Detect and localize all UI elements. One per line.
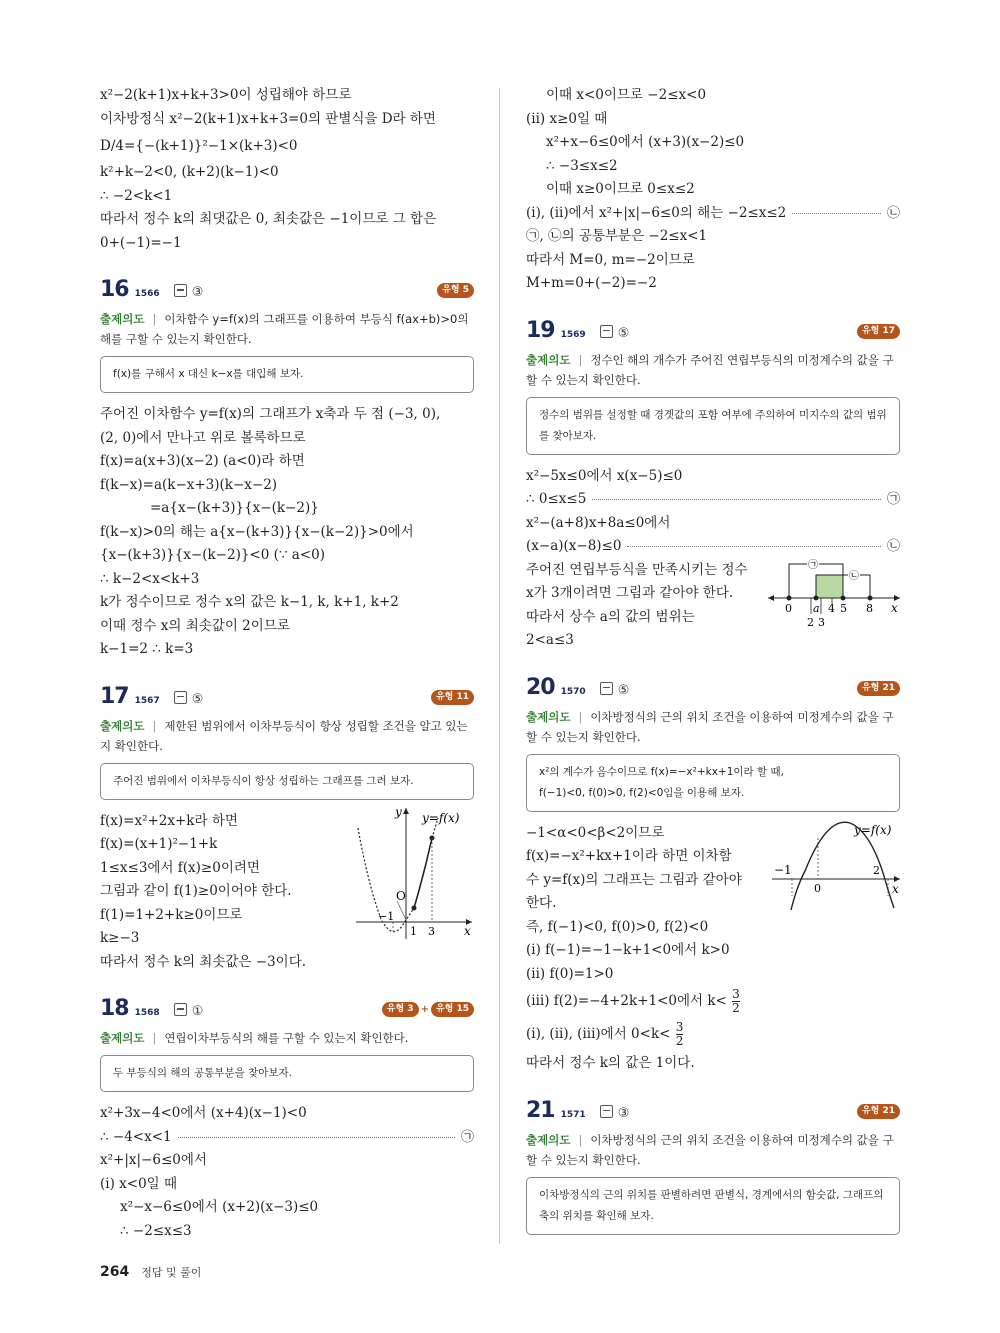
curve-label: y=f(x)	[422, 810, 460, 825]
intent-text	[100, 716, 474, 756]
solution-line: M+m=0+(−2)=−2	[526, 275, 657, 291]
solution-line: 따라서 상수 a의 값의 범위는	[526, 608, 695, 625]
hint-box	[100, 1055, 474, 1092]
tick-label: 0	[814, 881, 821, 895]
solution-line: 따라서 M=0, m=−2이므로	[526, 251, 695, 268]
column-divider	[499, 88, 500, 1244]
solution-line: (ii) x≥0일 때	[526, 110, 608, 127]
problem-number: 16	[100, 277, 129, 302]
type-badges	[857, 324, 900, 339]
solution-text: (iii) f(2)=−4+2k+1<0에서 k<	[526, 993, 727, 1009]
intent-label: 출제의도	[526, 709, 571, 724]
solution-line: {x−(k+3)}{x−(k−2)}<0 (∵ a<0)	[100, 547, 325, 563]
axis-label-x: x	[464, 923, 471, 938]
answer-icon	[174, 1003, 187, 1016]
intent-body: 이차함수 y=f(x)의 그래프를 이용하여 부등식 f(ax+b)>0의 해를 구할 수 있는지 확인한다.	[100, 312, 469, 346]
tick-label: 5	[840, 601, 847, 615]
type-badges	[437, 283, 474, 298]
solution-text: (i), (ii)에서 x²+|x|−6≤0의 해는 −2≤x≤2	[526, 204, 787, 221]
answer-value: ⑤	[617, 325, 630, 341]
problem-header	[100, 996, 474, 1026]
type-badge: 유형 15	[431, 1002, 474, 1017]
intent-body: 이차방정식의 근의 위치 조건을 이용하여 미정계수의 값을 구할 수 있는지 확인한다.	[526, 709, 894, 744]
problem-20	[526, 675, 900, 1076]
solution-line: f(k−x)=a(k−x+3)(k−x−2)	[100, 476, 278, 493]
problem-21	[526, 1098, 900, 1235]
problem-16	[100, 277, 474, 662]
type-badges	[857, 1104, 900, 1119]
type-badge: 유형 11	[431, 690, 474, 705]
intent-text	[526, 1130, 900, 1170]
solution-line: x가 3개이려면 그림과 같아야 한다.	[526, 585, 734, 601]
problem-header	[526, 1098, 900, 1128]
intent-label: 출제의도	[526, 1132, 571, 1147]
left-column	[100, 84, 474, 1243]
hint-box	[526, 397, 900, 455]
solution-line: ∴ −3≤x≤2	[546, 157, 618, 174]
tick-label: a	[813, 601, 820, 615]
solution-line: 1≤x≤3에서 f(x)≥0이려면	[100, 859, 260, 876]
marker-label: ㉡	[886, 205, 900, 221]
axis-label-x: x	[891, 600, 898, 615]
solution-line: ∴ −2<k<1	[100, 187, 173, 204]
intent-separator: |	[578, 352, 583, 367]
marker-label: ㉡	[886, 539, 900, 554]
solution-line-marked	[100, 1126, 474, 1150]
fraction-denominator: 2	[675, 1034, 684, 1048]
solution-line: 이때 x<0이므로 −2≤x<0	[546, 87, 707, 103]
solution-line-marked	[526, 488, 900, 512]
solution-line: 그림과 같이 f(1)≥0이어야 한다.	[100, 883, 292, 899]
page-number: 264	[100, 1264, 130, 1280]
intent-label: 출제의도	[100, 718, 145, 733]
answer-value: ①	[191, 1004, 204, 1019]
solution-line: (ii) f(0)=1>0	[526, 965, 614, 982]
origin-label: O	[396, 888, 406, 903]
solution-line: =a{x−(k+3)}{x−(k−2)}	[150, 500, 319, 516]
intent-text	[100, 309, 474, 349]
solution-line: x²−x−6≤0에서 (x+2)(x−3)≤0	[120, 1199, 319, 1215]
solution-line: D/4={−(k+1)}²−1×(k+3)<0	[100, 138, 298, 154]
intent-label: 출제의도	[526, 352, 571, 367]
problem-id: 1567	[134, 695, 160, 706]
problem-id: 1566	[134, 289, 160, 299]
intent-text	[526, 707, 900, 747]
answer-value: ③	[191, 285, 204, 300]
hint-box	[100, 763, 474, 800]
answer-value: ⑤	[191, 691, 204, 707]
tick-label: 0	[785, 601, 792, 615]
solution-line: 이때 x≥0이므로 0≤x≤2	[546, 181, 695, 197]
marker-label: ㉠	[460, 1129, 474, 1145]
tick-label: 4	[828, 601, 835, 615]
axis-label-x: x	[892, 881, 899, 896]
hint-text: f(x)를 구해서 x 대신 k−x를 대입해 보자.	[113, 368, 304, 380]
problem-number: 19	[526, 317, 555, 343]
solution-line: (i) f(−1)=−1−k+1<0에서 k>0	[526, 942, 730, 958]
parabola-graph-17	[356, 804, 476, 944]
right-column	[526, 84, 900, 1245]
problem-id: 1571	[560, 1109, 586, 1120]
tick-label: 3	[818, 615, 825, 629]
problem-number: 18	[100, 996, 129, 1021]
parabola-graph-20	[772, 816, 904, 911]
tick-label: 2	[807, 615, 814, 629]
problem-number: 21	[526, 1097, 555, 1123]
solution-line: k가 정수이므로 정수 x의 값은 k−1, k, k+1, k+2	[100, 594, 399, 610]
solution-line: 즉, f(−1)<0, f(0)>0, f(2)<0	[526, 918, 709, 935]
type-badge: 유형 21	[857, 681, 900, 696]
number-line-graph-19	[766, 559, 906, 629]
solution-line-frac	[526, 986, 900, 1016]
hint-text: x²의 계수가 음수이므로 f(x)=−x²+kx+1이라 할 때,	[539, 765, 785, 778]
solution-line: ∴ −2≤x≤3	[120, 1222, 192, 1239]
solution-line: 이차방정식 x²−2(k+1)x+k+3=0의 판별식을 D라 하면	[100, 110, 436, 127]
solution-line: 따라서 정수 k의 최댓값은 0, 최솟값은 −1이므로 그 합은	[100, 211, 437, 227]
section-title: 정답 및 풀이	[141, 1266, 202, 1279]
problem-id: 1568	[134, 1008, 160, 1018]
solution-line: ∴ k−2<x<k+3	[100, 570, 200, 587]
problem-header	[526, 675, 900, 705]
solution-line: k²+k−2<0, (k+2)(k−1)<0	[100, 164, 279, 180]
answer-icon	[174, 691, 187, 704]
continuation-block	[526, 84, 900, 296]
intent-separator: |	[152, 1031, 157, 1045]
tick-label: −1	[774, 862, 792, 877]
solution-line: f(x)=−x²+kx+1이라 하면 이차함	[526, 848, 732, 864]
hint-box	[526, 754, 900, 812]
intent-text	[526, 350, 900, 390]
solution-line: 따라서 정수 k의 값은 1이다.	[526, 1055, 695, 1071]
marker-label: ㉡	[849, 570, 859, 582]
tick-label: 2	[873, 863, 880, 877]
tick-label: −1	[378, 909, 395, 923]
continuation-block	[100, 84, 474, 255]
solution-line: x²+x−6≤0에서 (x+3)(x−2)≤0	[546, 134, 745, 150]
intent-body: 연립이차부등식의 해를 구할 수 있는지 확인한다.	[164, 1031, 409, 1045]
solution-line: 이때 정수 x의 최솟값이 2이므로	[100, 617, 290, 634]
solution-text: (x−a)(x−8)≤0	[526, 538, 622, 554]
curve-label: y=f(x)	[854, 822, 892, 837]
answer-value: ⑤	[617, 682, 630, 698]
solution-line-marked	[526, 535, 900, 559]
solution-line: f(x)=a(x+3)(x−2) (a<0)라 하면	[100, 453, 305, 469]
type-badges	[431, 690, 474, 705]
type-badge: 유형 21	[857, 1104, 900, 1119]
solution-line: k−1=2 ∴ k=3	[100, 641, 194, 657]
dot-leader	[178, 1137, 455, 1138]
problem-18	[100, 996, 474, 1243]
badge-joiner: +	[420, 1004, 429, 1015]
solution-line: 수 y=f(x)의 그래프는 그림과 같아야	[526, 871, 742, 888]
solution-line: (i) x<0일 때	[100, 1175, 178, 1192]
page-footer	[100, 1264, 201, 1280]
intent-label: 출제의도	[100, 1031, 145, 1045]
marker-label: ㉠	[808, 559, 818, 571]
dot-leader	[592, 499, 881, 500]
intent-body: 정수인 해의 개수가 주어진 연립부등식의 미정계수의 값을 구할 수 있는지 확인한다.	[526, 352, 894, 387]
fraction-numerator: 3	[732, 987, 740, 1001]
tick-label: 8	[866, 601, 873, 615]
problem-id: 1570	[560, 686, 586, 697]
type-badge: 유형 3	[382, 1002, 419, 1017]
dot-leader	[792, 213, 881, 214]
solution-text: ∴ −4<x<1	[100, 1128, 172, 1145]
solution-line: x²−2(k+1)x+k+3>0이 성립해야 하므로	[100, 87, 352, 103]
hint-text: 두 부등식의 해의 공통부분을 찾아보자.	[113, 1067, 292, 1079]
tick-label: 3	[428, 924, 435, 938]
fraction-denominator: 2	[732, 1001, 740, 1015]
solution-line: 2<a≤3	[526, 632, 574, 648]
hint-text: f(−1)<0, f(0)>0, f(2)<0임을 이용해 보자.	[539, 786, 745, 799]
solution-line: x²+3x−4<0에서 (x+4)(x−1)<0	[100, 1105, 307, 1121]
solution-text: ∴ 0≤x≤5	[526, 491, 587, 507]
hint-text: 정수의 범위를 설정할 때 경곗값의 포함 여부에 주의하여 미지수의 값의 범위를 찾아보자.	[539, 408, 887, 442]
solution-line: f(x)=(x+1)²−1+k	[100, 836, 218, 852]
solution-line: x²+|x|−6≤0에서	[100, 1152, 207, 1168]
problem-number: 17	[100, 683, 129, 709]
solution-line: −1<α<0<β<2이므로	[526, 824, 665, 841]
problem-header	[100, 277, 474, 307]
answer-value: ③	[617, 1105, 630, 1121]
intent-body: 제한된 범위에서 이차부등식이 항상 성립할 조건을 알고 있는지 확인한다.	[100, 718, 468, 753]
solution-line: k≥−3	[100, 930, 140, 946]
intent-separator: |	[152, 718, 157, 733]
type-badges	[857, 681, 900, 696]
hint-text: 주어진 범위에서 이차부등식이 항상 성립하는 그래프를 그려 보자.	[113, 774, 414, 787]
solution-line: 한다.	[526, 895, 557, 911]
solution-line: 주어진 이차함수 y=f(x)의 그래프가 x축과 두 점 (−3, 0),	[100, 406, 441, 422]
solution-line: ㉠, ㉡의 공통부분은 −2≤x<1	[526, 228, 708, 244]
fraction-numerator: 3	[675, 1020, 684, 1034]
answer-icon	[600, 325, 613, 338]
solution-line: x²−(a+8)x+8a≤0에서	[526, 514, 671, 531]
intent-separator: |	[578, 1132, 583, 1147]
problem-number: 20	[526, 674, 555, 700]
intent-text	[100, 1028, 474, 1048]
axis-label-y: y	[395, 804, 402, 819]
problem-19	[526, 318, 900, 653]
solution-line-marked	[526, 202, 900, 226]
solution-text: (i), (ii), (iii)에서 0<k<	[526, 1026, 671, 1042]
solution-line: f(x)=x²+2x+k라 하면	[100, 812, 238, 829]
intent-separator: |	[578, 709, 583, 724]
solution-line: 0+(−1)=−1	[100, 234, 182, 251]
problem-id: 1569	[560, 329, 586, 340]
dot-leader	[627, 546, 881, 547]
marker-label: ㉠	[886, 492, 900, 507]
intent-separator: |	[152, 312, 157, 326]
solution-line: x²−5x≤0에서 x(x−5)≤0	[526, 467, 683, 484]
solution-line: 따라서 정수 k의 최솟값은 −3이다.	[100, 953, 307, 970]
solution-line: (2, 0)에서 만나고 위로 볼록하므로	[100, 429, 306, 446]
hint-box	[526, 1177, 900, 1235]
solution-line-frac	[526, 1016, 900, 1052]
solution-line: f(1)=1+2+k≥0이므로	[100, 906, 243, 923]
type-badge: 유형 17	[857, 324, 900, 339]
problem-header	[526, 318, 900, 348]
problem-header	[100, 684, 474, 714]
tick-label: 1	[410, 924, 417, 938]
intent-label: 출제의도	[100, 312, 145, 326]
type-badge: 유형 5	[437, 283, 474, 298]
answer-icon	[600, 1105, 613, 1118]
solution-line: f(k−x)>0의 해는 a{x−(k+3)}{x−(k−2)}>0에서	[100, 523, 414, 540]
solution-line: 주어진 연립부등식을 만족시키는 정수	[526, 561, 748, 578]
type-badges	[382, 1002, 474, 1017]
hint-box	[100, 356, 474, 393]
fraction	[732, 988, 740, 1015]
hint-text: 이차방정식의 근의 위치를 판별하려면 판별식, 경계에서의 함숫값, 그래프의 축의 위치를 확인해 보자.	[539, 1188, 884, 1222]
intent-body: 이차방정식의 근의 위치 조건을 이용하여 미정계수의 값을 구할 수 있는지 확인한다.	[526, 1132, 894, 1167]
problem-17	[100, 684, 474, 975]
answer-icon	[174, 284, 187, 297]
fraction	[676, 1021, 684, 1048]
answer-icon	[600, 682, 613, 695]
